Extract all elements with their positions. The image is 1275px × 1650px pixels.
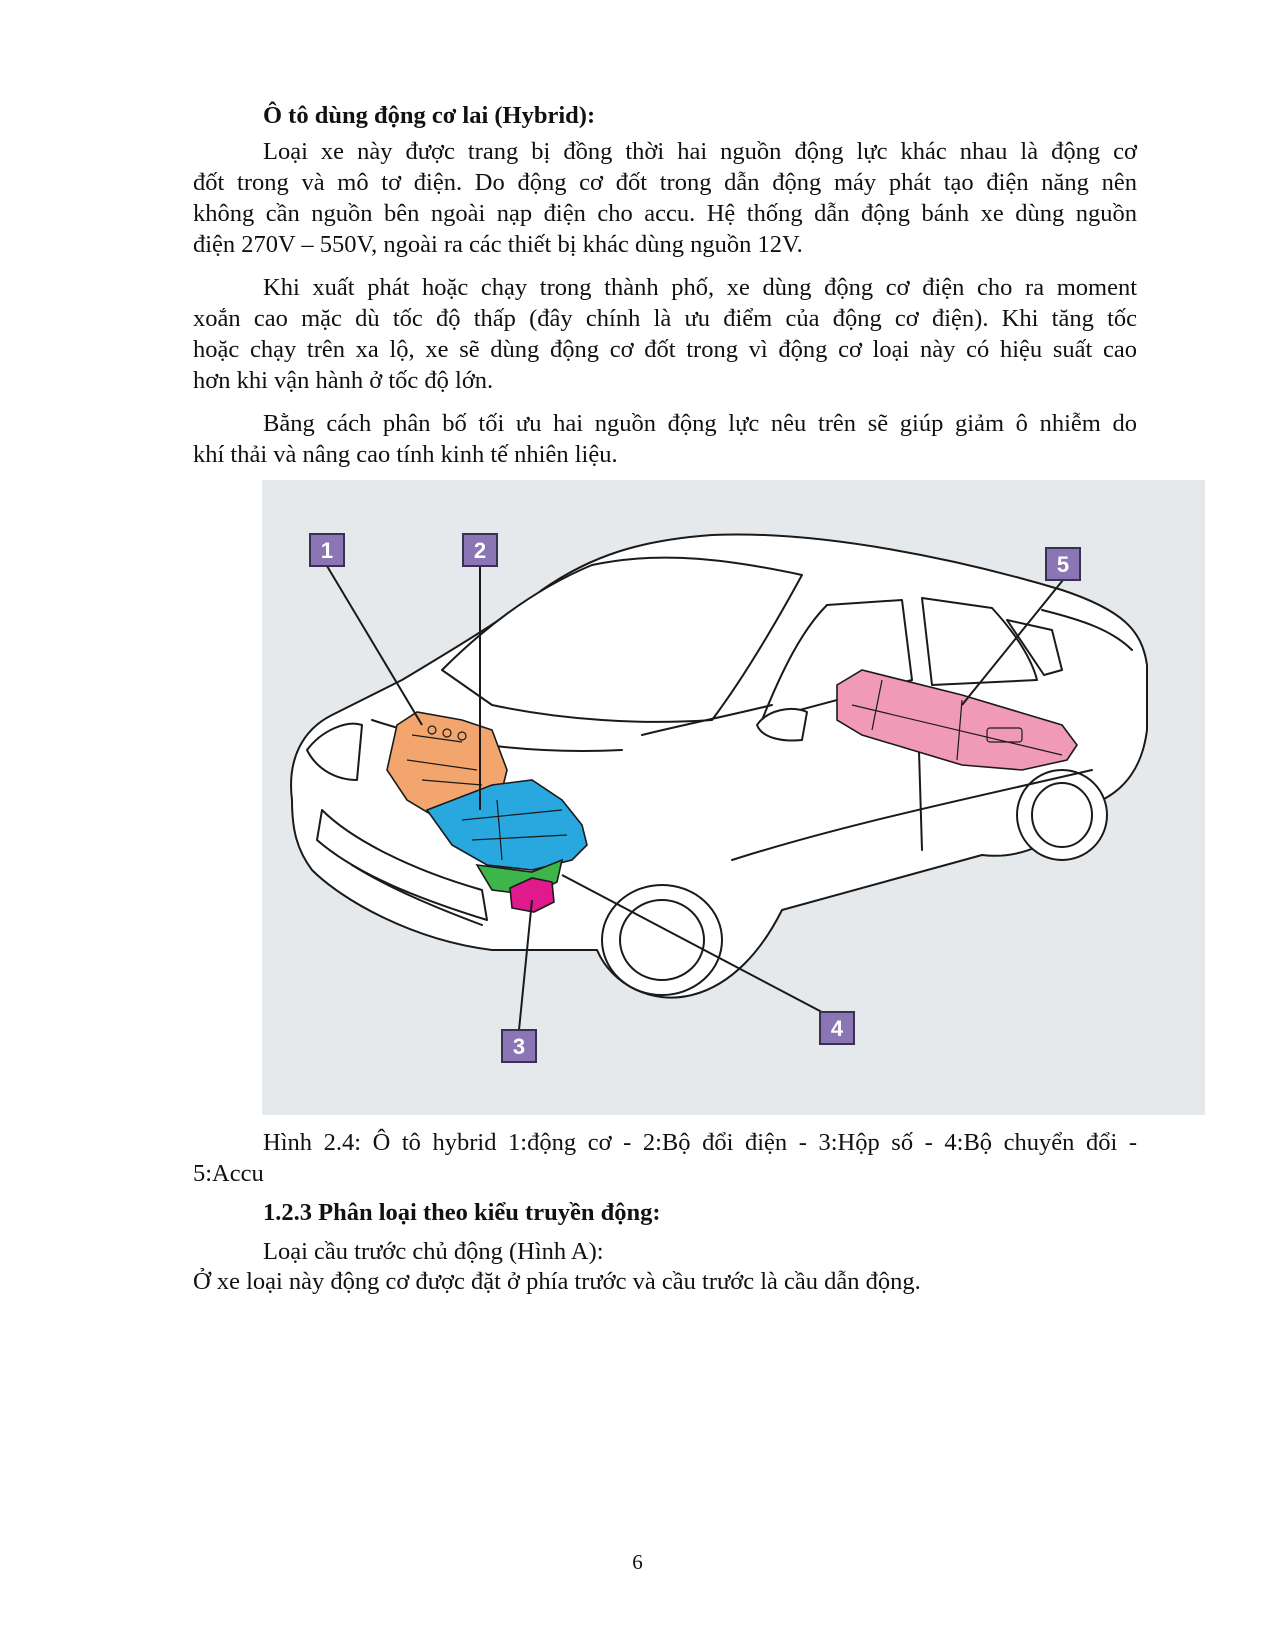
paragraph-line: xoắn cao mặc dù tốc độ thấp (đây chính là ưu điểm của động cơ điện). Khi tăng tốc (193, 305, 1137, 332)
paragraph-line: điện 270V – 550V, ngoài ra các thiết bị khác dùng nguồn 12V. (193, 231, 803, 258)
section-heading: Ô tô dùng động cơ lai (Hybrid): (263, 102, 596, 129)
callout-label: 4 (830, 1016, 844, 1041)
callout-label: 2 (473, 538, 487, 563)
hybrid-car-illustration (262, 480, 1205, 1115)
paragraph-line: Bằng cách phân bố tối ưu hai nguồn động lực nêu trên sẽ giúp giảm ô nhiễm do (263, 410, 1137, 437)
hybrid-car-figure (262, 480, 1205, 1115)
callout-label: 5 (1056, 552, 1070, 577)
caption-line: 5:Accu (193, 1160, 264, 1187)
caption-line: Hình 2.4: Ô tô hybrid 1:động cơ - 2:Bộ đổi điện - 3:Hộp số - 4:Bộ chuyển đổi - (263, 1129, 1137, 1156)
page-number: 6 (632, 1550, 643, 1574)
paragraph-line: đốt trong và mô tơ điện. Do động cơ đốt trong dẫn động máy phát tạo điện năng nên (193, 169, 1137, 196)
callout-1 (310, 534, 344, 566)
callout-3 (502, 1030, 536, 1062)
callout-4 (820, 1012, 854, 1044)
subsection-line: Ở xe loại này động cơ được đặt ở phía trước và cầu trước là cầu dẫn động. (193, 1268, 921, 1295)
subsection-line: Loại cầu trước chủ động (Hình A): (263, 1238, 604, 1265)
paragraph-line: Khi xuất phát hoặc chạy trong thành phố, xe dùng động cơ điện cho ra moment (263, 274, 1137, 301)
callout-label: 1 (320, 538, 334, 563)
callout-5 (1046, 548, 1080, 580)
callout-2 (463, 534, 497, 566)
paragraph-line: không cần nguồn bên ngoài nạp điện cho accu. Hệ thống dẫn động bánh xe dùng nguồn (193, 200, 1137, 227)
paragraph-line: hoặc chạy trên xa lộ, xe sẽ dùng động cơ đốt trong vì động cơ loại này có hiệu suất cao (193, 336, 1137, 363)
callout-label: 3 (512, 1034, 526, 1059)
subsection-heading: 1.2.3 Phân loại theo kiểu truyền động: (263, 1199, 661, 1226)
paragraph-line: khí thải và nâng cao tính kinh tế nhiên liệu. (193, 441, 618, 468)
paragraph-line: Loại xe này được trang bị đồng thời hai nguồn động lực khác nhau là động cơ (263, 138, 1137, 165)
paragraph-line: hơn khi vận hành ở tốc độ lớn. (193, 367, 494, 394)
